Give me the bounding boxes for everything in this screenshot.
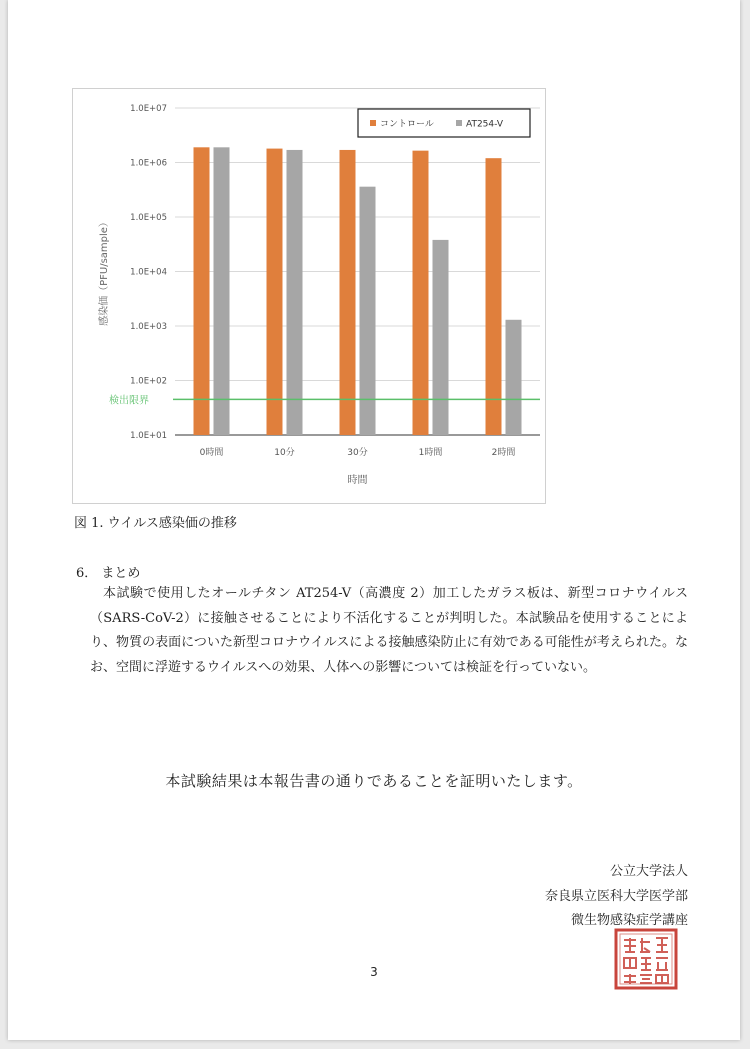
legend-label: コントロール (380, 119, 434, 130)
y-tick-label: 1.0E+03 (130, 322, 167, 332)
x-tick-label: 10分 (274, 448, 295, 458)
y-tick-label: 1.0E+01 (130, 431, 167, 441)
y-tick-label: 1.0E+02 (130, 376, 167, 387)
y-axis-title: 感染価（PFU/sample） (99, 217, 110, 326)
bar-control (413, 151, 429, 435)
bar-at254v (506, 320, 522, 435)
section-heading: 6． まとめ (76, 566, 141, 581)
page-number: 3 (370, 965, 378, 979)
bar-at254v (287, 150, 303, 435)
x-tick-label: 30分 (347, 448, 368, 458)
x-axis-title: 時間 (347, 475, 368, 486)
x-tick-label: 2時間 (491, 448, 516, 458)
document-page (8, 0, 740, 1040)
org-line-2: 奈良県立医科大学医学部 (544, 889, 688, 904)
chart-frame (72, 88, 546, 504)
org-line-3: 微生物感染症学講座 (570, 913, 688, 928)
certification-statement: 本試験結果は本報告書の通りであることを証明いたします。 (165, 772, 583, 790)
x-tick-label: 1時間 (418, 448, 443, 458)
y-tick-label: 1.0E+07 (130, 104, 167, 114)
detection-limit-label: 検出限界 (109, 395, 149, 407)
bar-control (486, 158, 502, 435)
bar-control (267, 149, 283, 435)
legend-swatch (456, 120, 462, 126)
virus-titer-chart (73, 89, 545, 503)
bar-at254v (360, 187, 376, 435)
org-line-1: 公立大学法人 (609, 864, 688, 879)
x-tick-label: 0時間 (199, 448, 224, 458)
legend-swatch (370, 120, 376, 126)
y-tick-label: 1.0E+05 (130, 213, 167, 223)
figure-caption: 図 1. ウイルス感染価の推移 (74, 516, 237, 531)
bar-control (340, 150, 356, 435)
y-tick-label: 1.0E+06 (130, 158, 167, 169)
official-seal-stamp (614, 928, 678, 990)
bar-at254v (433, 240, 449, 435)
legend-label: AT254-V (466, 119, 504, 130)
bar-control (194, 147, 210, 435)
y-tick-label: 1.0E+04 (130, 267, 167, 278)
summary-paragraph: 本試験で使用したオールチタン AT254-V（高濃度 2）加工したガラス板は、新型コロナウイルス（SARS-CoV-2）に接触させることにより不活化することが判明した。本試験品を使用することにより、物質の表面についた新型コロナウイルスによる接触感染防止に有効である可能性が考えられた。なお、空間に浮遊するウイルスへの効果、人体への影響については検証を行っていない。 (90, 586, 688, 675)
bar-at254v (214, 147, 230, 435)
